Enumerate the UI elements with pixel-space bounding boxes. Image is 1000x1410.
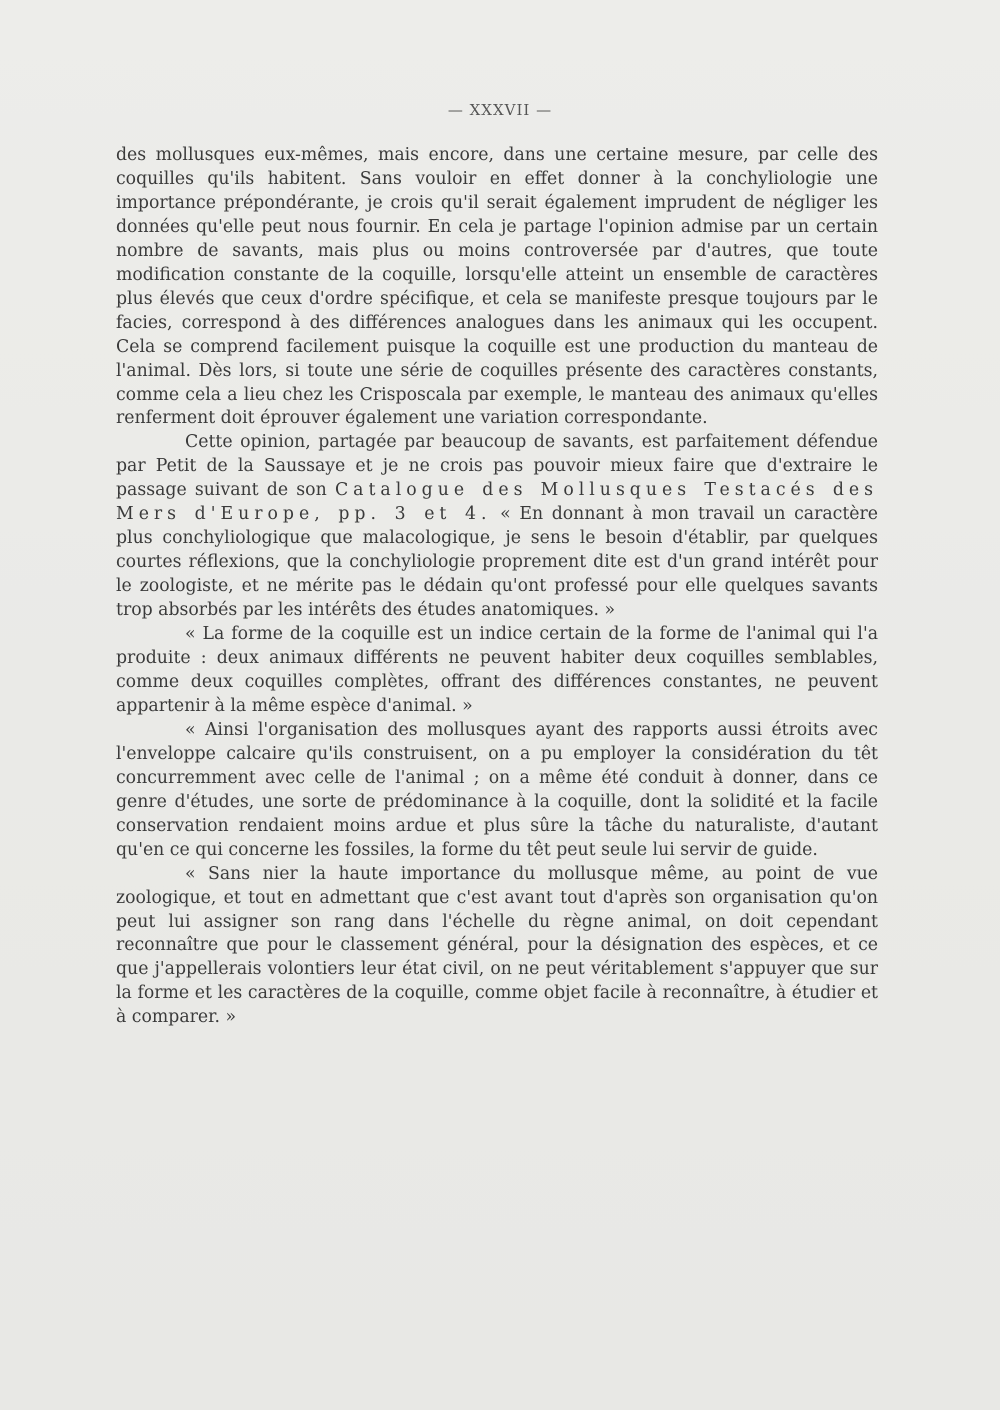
paragraph-4: « Ainsi l'organisation des mollusques ayant des rapports aussi étroits avec l'enveloppe calcaire qu'ils construisent, on a pu employer la considération du têt concurremment avec celle de l'animal ; on a même été conduit à donner, dans ce genre d'études, une sorte de prédominance à la coquille, dont la solidité et la facile conservation rendaient moins ardue et plus sûre la tâche du naturaliste, d'autant qu'en ce qui concerne les fossiles, la forme du têt peut seule lui servir de guide. — [116, 719, 878, 860]
paragraph-2-text-after: « En donnant à mon travail un caractère plus conchyliologique que malacologique, je sens le besoin d'établir, par quelques courtes réflexions, que la conchyliologie proprement dite est d'un grand intérêt pour le zoologiste, et ne mérite pas le dédain qu'ont professé pour elle quelques savants trop absorbés par les intérêts des études anatomiques. » — [116, 504, 878, 621]
paragraph-3: « La forme de la coquille est un indice certain de la forme de l'animal qui l'a produite : deux animaux différents ne peuvent habiter deux coquilles semblables, comme deux coquilles complètes, offrant des différences constantes, ne peuvent appartenir à la même espèce d'animal. » — [116, 624, 878, 716]
paragraph-1: des mollusques eux-mêmes, mais encore, dans une certaine mesure, par celle des coquilles qu'ils habitent. Sans vouloir en effet donner à la conchyliologie une importance prépondérante, je crois qu'il serait également imprudent de négliger les données qu'elle peut nous fournir. En cela je partage l'opinion admise par un certain nombre de savants, mais plus ou moins controversée par d'autres, que toute modification constante de la coquille, lorsqu'elle atteint un ensemble de caractères plus élevés que ceux d'ordre spécifique, et cela se manifeste presque toujours par le facies, correspond à des différences analogues dans les animaux qui les occupent. Cela se comprend facilement puisque la coquille est une production du manteau de l'animal. Dès lors, si toute une série de coquilles présente des caractères constants, comme cela a lieu chez les Crisposcala par exemple, le manteau des animaux qu'elles renferment doit éprouver également une variation correspondante. — [116, 145, 878, 429]
paragraph-2-text-before: Cette opinion, partagée par beaucoup de savants, est parfaitement défendue par Petit de la Saussaye et je ne crois pas pouvoir mieux faire que d'extraire le passage suivant de son — [116, 432, 878, 501]
paragraph-2 — [116, 431, 878, 623]
catalogue-title: Catalogue des Mollusques Testacés des Mers d'Europe, pp. 3 et 4. — [116, 480, 878, 525]
body-text — [116, 144, 878, 1030]
paragraph-5: « Sans nier la haute importance du mollusque même, au point de vue zoologique, et tout en admettant que c'est avant tout d'après son organisation qu'on peut lui assigner son rang dans l'échelle du règne animal, on doit cependant reconnaître que pour le classement général, pour la désignation des espèces, et ce que j'appellerais volontiers leur état civil, on ne peut véritablement s'appuyer que sur la forme et les caractères de la coquille, comme objet facile à reconnaître, à étudier et à comparer. » — [116, 863, 878, 1028]
page-number-header: — XXXVII — — [447, 101, 553, 119]
